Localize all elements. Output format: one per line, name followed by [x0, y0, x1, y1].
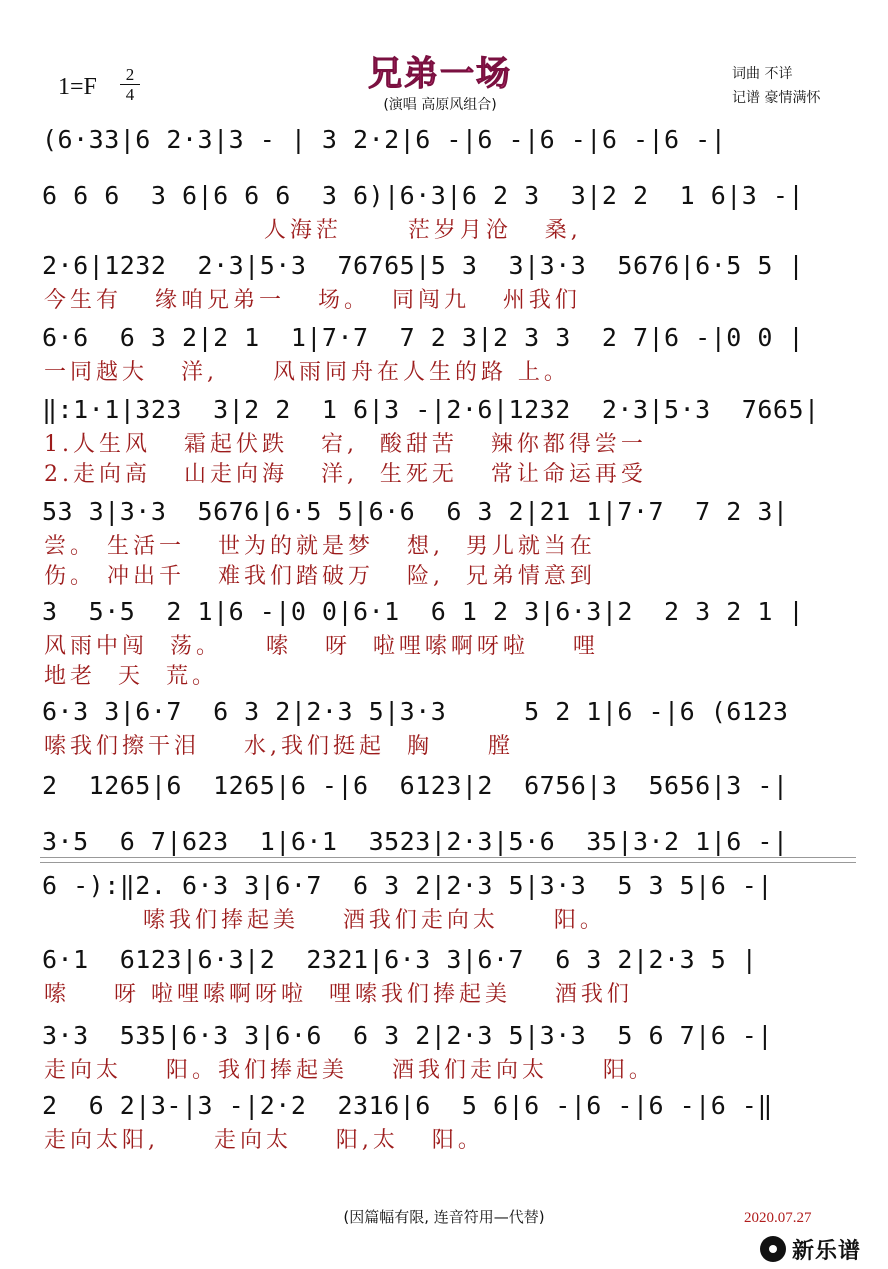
notation-line: 53 3|3·3 5676|6·5 5|6·6 6 3 2|21 1|7·7 7 2 3|: [42, 497, 789, 526]
lyricist-composer: 词曲 不详: [732, 66, 793, 82]
lyric-line: 嗦我们捧起美 酒我们走向太 阳。: [44, 908, 606, 933]
section-divider: [40, 862, 856, 863]
lyric-line: 人海茫 茫岁月沧 桑,: [44, 218, 582, 243]
lyric-line: 走向太 阳。我们捧起美 酒我们走向太 阳。: [44, 1058, 655, 1083]
performer-line: (演唱 高原风组合): [383, 97, 497, 113]
notation-line: ‖:1·1|323 3|2 2 1 6|3 -|2·6|1232 2·3|5·3 7665|: [42, 395, 820, 424]
lyric-line: 尝。 生活一 世为的就是梦 想, 男儿就当在: [44, 534, 596, 559]
credits: [732, 62, 820, 110]
notation-line: 6·3 3|6·7 6 3 2|2·3 5|3·3 5 2 1|6 -|6 (6123: [42, 697, 789, 726]
lyric-line: 嗦 呀 啦哩嗦啊呀啦 哩嗦我们捧起美 酒我们: [44, 982, 633, 1007]
lyric-line: 走向太阳, 走向太 阳,太 阳。: [44, 1128, 484, 1153]
song-title: 兄弟一场: [368, 54, 512, 94]
logo-text: 新乐谱: [792, 1238, 862, 1264]
lyric-line: 今生有 缘咱兄弟一 场。 同闯九 州我们: [44, 288, 581, 313]
key-signature: 1=F: [58, 74, 97, 100]
time-signature-bottom: 4: [125, 85, 135, 104]
transcriber: 记谱 豪情满怀: [732, 90, 821, 106]
time-signature: [120, 66, 140, 103]
section-divider: [40, 857, 856, 858]
lyric-line: 一同越大 洋, 风雨同舟在人生的路 上。: [44, 360, 570, 385]
notation-line: 2 1265|6 1265|6 -|6 6123|2 6756|3 5656|3 -|: [42, 771, 789, 800]
lyric-line: 伤。 冲出千 难我们踏破万 险, 兄弟情意到: [44, 564, 596, 589]
site-logo: [760, 1234, 861, 1264]
notation-line: (6·33|6 2·3|3 - | 3 2·2|6 -|6 -|6 -|6 -|6 -|: [42, 125, 727, 154]
notation-line: 2 6 2|3-|3 -|2·2 2316|6 5 6|6 -|6 -|6 -|6 -‖: [42, 1091, 773, 1120]
footer-note: (因篇幅有限, 连音符用—代替): [343, 1208, 545, 1226]
notation-line: 6 6 6 3 6|6 6 6 3 6)|6·3|6 2 3 3|2 2 1 6|3 -|: [42, 181, 805, 210]
lyric-line: 1.人生风 霜起伏跌 宕, 酸甜苦 辣你都得尝一: [44, 432, 647, 457]
notation-line: 2·6|1232 2·3|5·3 76765|5 3 3|3·3 5676|6·5 5 |: [42, 251, 805, 280]
score-header: [0, 0, 888, 118]
lyric-line: 地老 天 荒。: [44, 664, 218, 689]
lyric-line: 嗦我们擦干泪 水,我们挺起 胸 膛: [44, 734, 514, 759]
notation-line: 6 -):‖2. 6·3 3|6·7 6 3 2|2·3 5|3·3 5 3 5|6 -|: [42, 871, 773, 900]
transcription-date: 2020.07.27: [744, 1210, 812, 1226]
notation-line: 3·5 6 7|623 1|6·1 3523|2·3|5·6 35|3·2 1|6 -|: [42, 827, 789, 856]
notation-line: 3·3 535|6·3 3|6·6 6 3 2|2·3 5|3·3 5 6 7|6 -|: [42, 1021, 773, 1050]
notation-line: 6·6 6 3 2|2 1 1|7·7 7 2 3|2 3 3 2 7|6 -|0 0 |: [42, 323, 805, 352]
lyric-line: 2.走向高 山走向海 洋, 生死无 常让命运再受: [44, 462, 647, 487]
time-signature-top: 2: [125, 65, 135, 84]
lyric-line: 风雨中闯 荡。 嗦 呀 啦哩嗦啊呀啦 哩: [44, 634, 599, 659]
notation-line: 3 5·5 2 1|6 -|0 0|6·1 6 1 2 3|6·3|2 2 3 2 1 |: [42, 597, 805, 626]
record-disc-icon: [760, 1236, 786, 1262]
notation-line: 6·1 6123|6·3|2 2321|6·3 3|6·7 6 3 2|2·3 5 |: [42, 945, 758, 974]
